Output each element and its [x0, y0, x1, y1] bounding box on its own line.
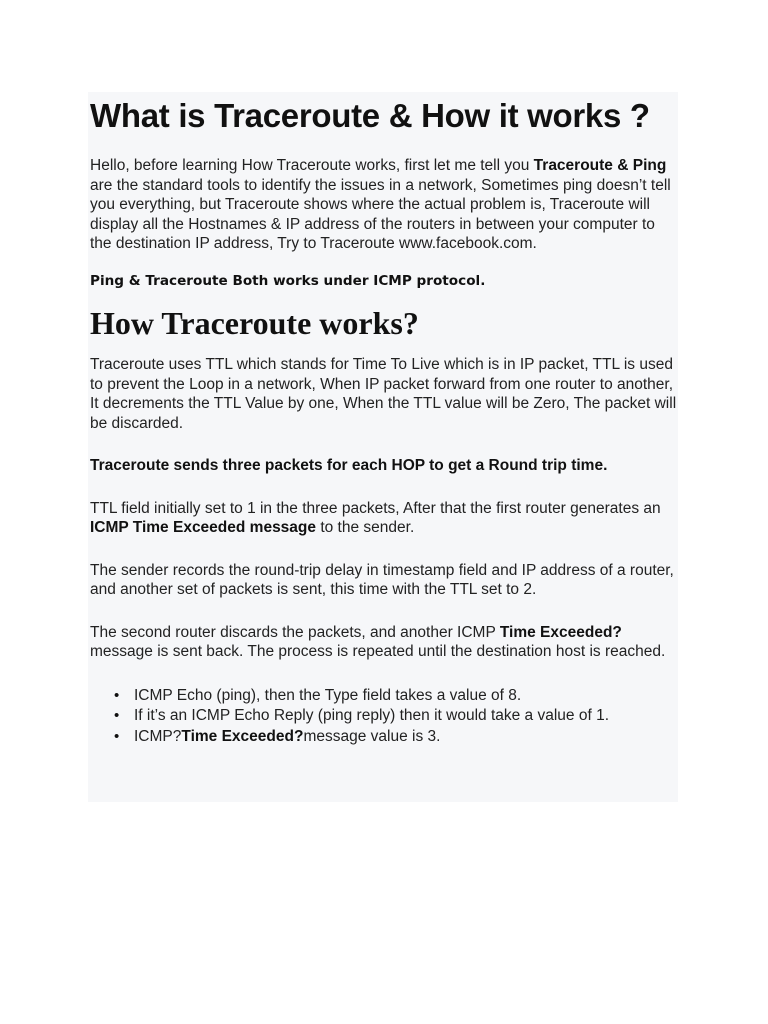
intro-text-2: are the standard tools to identify the issues in a network, Sometimes ping doesn’t tell you everything, but Traceroute shows where the actual problem is, Traceroute will display all the Hostnames & IP address of the routers in between your computer to the destination IP address, Try to Traceroute www.facebook.com.: [90, 176, 671, 252]
ttl-paragraph: Traceroute uses TTL which stands for Time To Live which is in IP packet, TTL is used to prevent the Loop in a network, When IP packet forward from one router to another, It decrements the TTL Value by one, When the TTL value will be Zero, The packet will be discarded.: [90, 356, 677, 432]
protocol-note: Ping & Traceroute Both works under ICMP protocol.: [90, 272, 486, 289]
bullet-icon: •: [114, 707, 120, 724]
three-packets-statement: Traceroute sends three packets for each HOP to get a Round trip time.: [90, 457, 608, 474]
list-item: [114, 686, 678, 707]
ttl-field-text-2: to the sender.: [316, 519, 415, 536]
bullet-text: If it’s an ICMP Echo Reply (ping reply) then it would take a value of 1.: [134, 707, 610, 724]
bullet-text-2: message value is 3.: [303, 727, 441, 745]
ttl-field-bold: ICMP Time Exceeded message: [90, 519, 317, 536]
sender-records-paragraph: The sender records the round-trip delay in timestamp field and IP address of a router, and another set of packets is sent, this time with the TTL set to 2.: [90, 561, 674, 598]
second-router-text-2: message is sent back. The process is repeated until the destination host is reached.: [90, 643, 666, 660]
ttl-field-paragraph: [90, 499, 678, 538]
bullet-bold: Time Exceeded?: [181, 727, 304, 745]
ttl-field-text-1: TTL field initially set to 1 in the three packets, After that the first router generates an: [90, 499, 661, 517]
bullet-text: ICMP?: [134, 727, 182, 745]
article-title: What is Traceroute & How it works ?: [90, 97, 650, 134]
second-router-bold: Time Exceeded?: [499, 623, 622, 641]
second-router-paragraph: [90, 623, 678, 662]
list-item: [114, 706, 678, 727]
intro-paragraph: [90, 156, 678, 254]
second-router-text-1: The second router discards the packets, and another ICMP: [90, 623, 500, 641]
intro-bold: Traceroute & Ping: [533, 157, 667, 174]
article-content: [88, 92, 678, 802]
list-item: [114, 727, 678, 748]
bullet-icon: •: [114, 686, 120, 704]
icmp-bullet-list: [90, 686, 678, 748]
intro-text-1: Hello, before learning How Traceroute works, first let me tell you: [90, 157, 534, 174]
section-heading: How Traceroute works?: [90, 305, 419, 341]
bullet-icon: •: [114, 727, 120, 745]
bullet-text: ICMP Echo (ping), then the Type field takes a value of 8.: [134, 686, 522, 704]
